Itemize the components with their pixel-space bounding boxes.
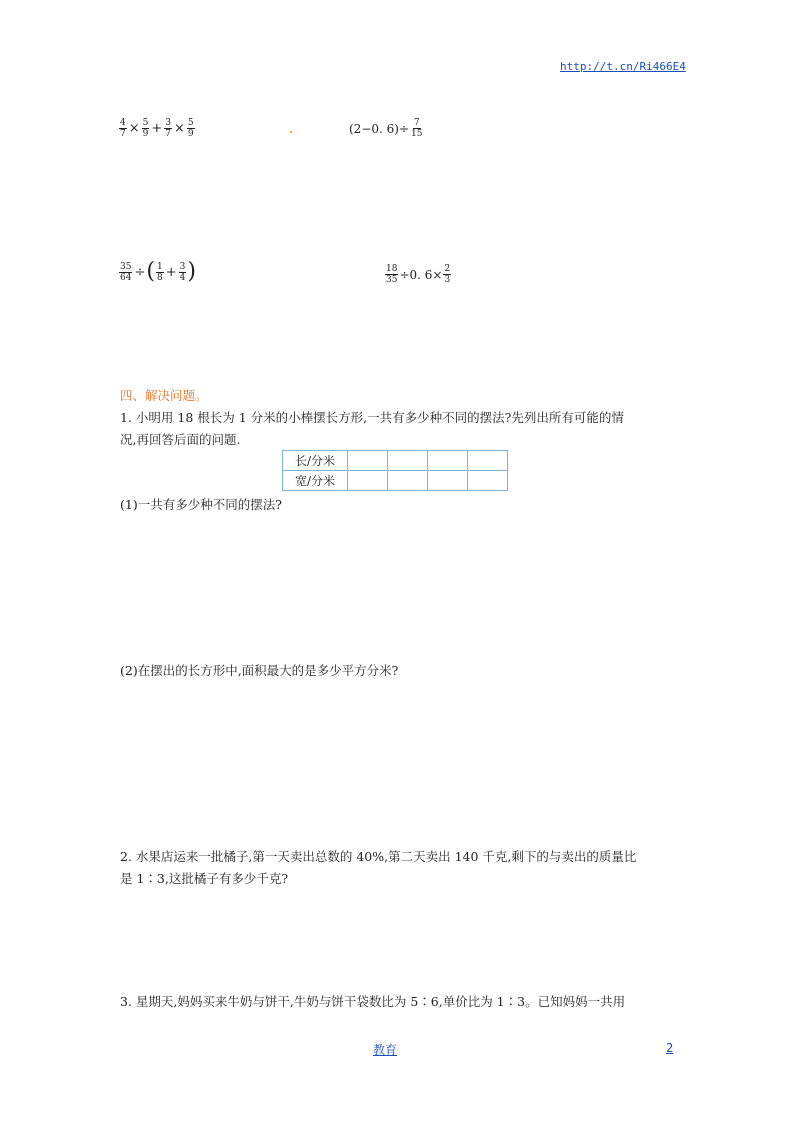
denominator: 4 — [179, 272, 186, 283]
numerator: 18 — [386, 264, 398, 274]
table-row — [283, 451, 508, 471]
numerator: 5 — [187, 118, 194, 128]
denominator: 3 — [444, 275, 451, 285]
numerator: 4 — [120, 118, 126, 128]
numerator: 2 — [444, 264, 451, 274]
expression-4 — [384, 264, 452, 285]
row-label-width: 宽/分米 — [283, 471, 348, 491]
table-cell[interactable] — [428, 471, 468, 491]
denominator: 9 — [142, 129, 149, 139]
plus-sign: + — [165, 264, 177, 280]
fraction — [179, 262, 187, 283]
fraction — [164, 118, 172, 139]
denominator: 9 — [187, 129, 194, 139]
fraction — [410, 118, 423, 139]
page-number[interactable]: 2 — [666, 1041, 674, 1055]
denominator: 15 — [411, 129, 423, 139]
numerator: 35 — [120, 261, 132, 272]
row-label-length: 长/分米 — [283, 451, 348, 471]
question-1-line-2: 况,再回答后面的问题. — [120, 432, 241, 447]
expression-1 — [118, 118, 196, 139]
fraction — [385, 264, 398, 285]
question-2-line-1: 2. 水果店运来一批橘子,第一天卖出总数的 40%,第二天卖出 140 千克,剩下的与卖出的质量比 — [120, 849, 637, 864]
fraction — [187, 118, 195, 139]
times-sign: × — [128, 121, 140, 136]
question-1-sub-1: (1)一共有多少种不同的摆法? — [120, 497, 282, 512]
table-cell[interactable] — [388, 471, 428, 491]
right-paren-glyph: ) — [187, 259, 196, 284]
expression-text: (2−0. 6)÷ — [349, 121, 410, 136]
left-paren-glyph: ( — [146, 259, 155, 284]
fraction — [142, 118, 150, 139]
numerator: 3 — [165, 118, 172, 128]
denominator: 7 — [165, 129, 172, 139]
decorative-dot — [290, 131, 292, 133]
table-cell[interactable] — [468, 471, 508, 491]
table-cell[interactable] — [348, 451, 388, 471]
expression-text: ÷0. 6× — [399, 267, 443, 282]
table-row — [283, 471, 508, 491]
denominator: 64 — [120, 272, 132, 283]
expression-3 — [118, 261, 196, 283]
table-cell[interactable] — [428, 451, 468, 471]
section-heading: 四、解决问题。 — [120, 388, 208, 403]
footer-link[interactable]: 教育 — [373, 1043, 398, 1057]
denominator: 35 — [386, 275, 398, 285]
table-cell[interactable] — [348, 471, 388, 491]
divide-sign: ÷ — [134, 264, 146, 280]
answer-table — [282, 450, 508, 491]
fraction — [119, 262, 132, 283]
fraction — [119, 118, 127, 139]
plus-sign: + — [151, 121, 163, 136]
denominator: 7 — [120, 129, 126, 139]
numerator: 5 — [142, 118, 149, 128]
table-cell[interactable] — [388, 451, 428, 471]
times-sign: × — [174, 121, 185, 136]
numerator: 1 — [156, 261, 163, 272]
question-1-line-1: 1. 小明用 18 根长为 1 分米的小棒摆长方形,一共有多少种不同的摆法?先列出所有可能的情 — [120, 410, 624, 425]
table-cell[interactable] — [468, 451, 508, 471]
expression-2 — [349, 118, 424, 139]
question-1-sub-2: (2)在摆出的长方形中,面积最大的是多少平方分米? — [120, 663, 399, 678]
header-url-link[interactable]: http://t.cn/Ri466E4 — [560, 60, 686, 73]
fraction — [156, 262, 164, 283]
numerator: 3 — [179, 261, 186, 272]
numerator: 7 — [413, 118, 420, 128]
fraction — [443, 264, 451, 285]
question-3-line-1: 3. 星期天,妈妈买来牛奶与饼干,牛奶与饼干袋数比为 5∶6,单价比为 1∶3。已知妈妈一共用 — [120, 994, 626, 1009]
question-2-line-2: 是 1∶3,这批橘子有多少千克? — [120, 871, 289, 886]
denominator: 8 — [156, 272, 163, 283]
